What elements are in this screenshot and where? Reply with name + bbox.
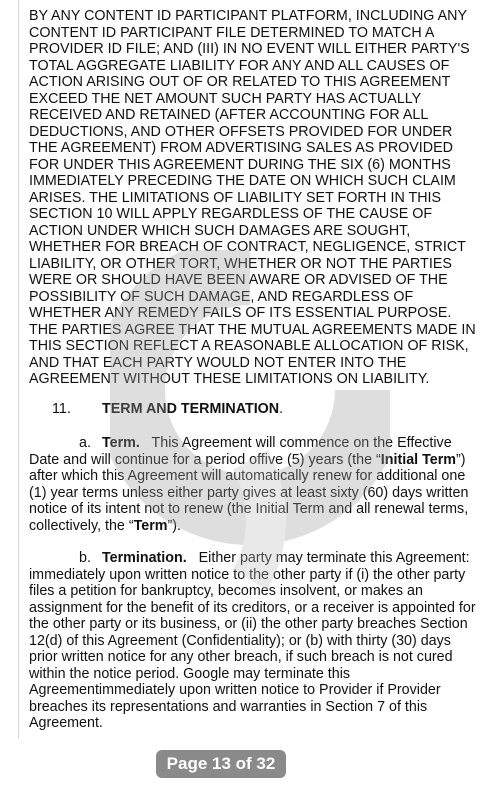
section-title: TERM AND TERMINATION <box>102 400 280 417</box>
term-heading: Term. <box>101 435 140 451</box>
term-text3: ”). <box>167 517 182 534</box>
initial-term-defined: Initial Term <box>380 451 456 468</box>
termination-paragraph-first-line <box>29 550 481 567</box>
termination-label: b. <box>79 550 91 566</box>
term-text1: Date and will continue for a period offive (5) years (the “ <box>29 451 381 468</box>
term-defined: Term <box>133 517 168 534</box>
term-line1: This Agreement will commence on the Effective <box>151 435 452 451</box>
liability-caps-paragraph: BY ANY CONTENT ID PARTICIPANT PLATFORM, INCLUDING ANY CONTENT ID PARTICIPANT FILE DETERMINED TO MATCH A PROVIDER ID FILE; AND (III) IN NO EVENT WILL EITHER PARTY'S TOTAL AGGREGATE LIABILITY FOR ANY AND ALL CAUSES OF ACTION ARISING OUT OF OR RELATED TO THIS AGREEMENT EXCEED THE NET AMOUNT SUCH PARTY HAS ACTUALLY RECEIVED AND RETAINED (AFTER ACCOUNTING FOR ALL DEDUCTIONS, AND OTHER OFFSETS PROVIDED FOR UNDER THE AGREEMENT) FROM ADVERTISING SALES AS PROVIDED FOR UNDER THIS AGREEMENT DURING THE SIX (6) MONTHS IMMEDIATELY PRECEDING THE DATE ON WHICH SUCH CLAIM ARISES. THE LIMITATIONS OF LIABILITY SET FORTH IN THIS SECTION 10 WILL APPLY REGARDLESS OF THE CAUSE OF ACTION UNDER WHICH SUCH DAMAGES ARE SOUGHT, WHETHER FOR BREACH OF CONTRACT, NEGLIGENCE, STRICT LIABILITY, OR OTHER TORT, WHETHER OR NOT THE PARTIES WERE OR SHOULD HAVE BEEN AWARE OR ADVISED OF THE POSSIBILITY OF SUCH DAMAGE, AND REGARDLESS OF WHETHER ANY REMEDY FAILS OF ITS ESSENTIAL PURPOSE. THE PARTIES AGREE THAT THE MUTUAL AGREEMENTS MADE IN THIS SECTION REFLECT A REASONABLE ALLOCATION OF RISK, AND THAT EACH PARTY WOULD NOT ENTER INTO THE AGREEMENT WITHOUT THESE LIMITATIONS ON LIABILITY. <box>29 8 476 387</box>
document-page <box>29 8 481 732</box>
term-paragraph-first-line <box>29 435 481 452</box>
section-number: 11. <box>52 400 71 417</box>
page-left-margin-rule <box>18 0 19 738</box>
termination-paragraph <box>29 550 481 732</box>
termination-line1: Either party may terminate this Agreement: <box>198 550 470 566</box>
page-indicator-badge: Page 13 of 32 <box>156 750 286 778</box>
section-heading <box>52 401 481 418</box>
termination-body: immediately upon written notice to the other party if (i) the other party files a petition for bankruptcy, becomes insolvent, or makes an assignment for the benefit of its creditors, or a receiver is appointed for the other party or its business, or (ii) the other party breaches Section 12(d) of this Agreement (Confidentiality); or (b) with thirty (30) days prior written notice for any other breach, if such breach is not cured within the notice period. Google may terminate this Agreementimmediately upon written notice to Provider if Provider breaches its representations and warranties in Section 7 of this Agreement. <box>29 566 476 731</box>
term-text2: ”) after which this Agreement will automatically renew for additional one (1) year terms unless either party gives at least sixty (60) days written notice of its intent not to renew (the Initial Term and all renewal terms, collectively, the “ <box>29 451 469 534</box>
term-label: a. <box>79 435 91 451</box>
term-paragraph <box>29 435 481 534</box>
section-title-period: . <box>279 400 284 417</box>
termination-heading: Termination. <box>101 550 187 566</box>
